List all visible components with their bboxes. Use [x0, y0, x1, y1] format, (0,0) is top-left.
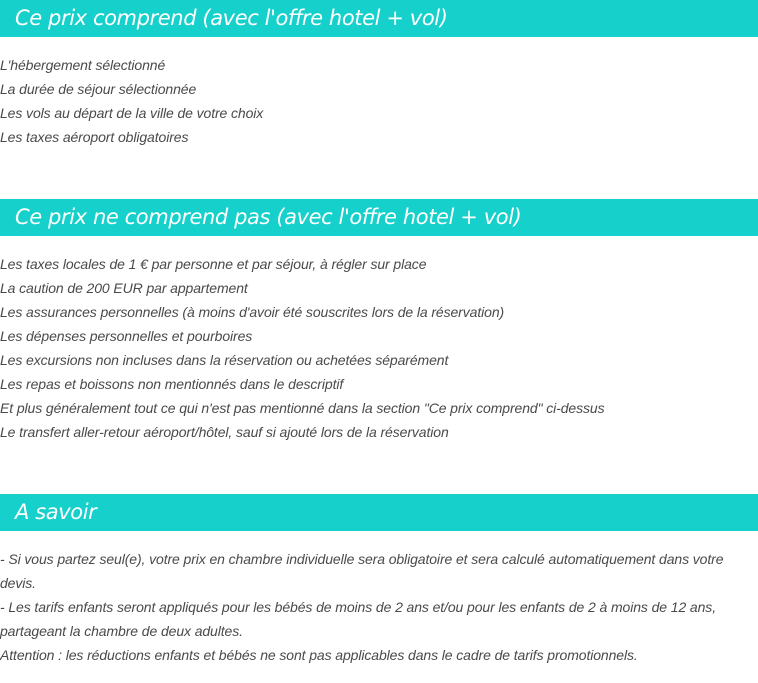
list-item: La caution de 200 EUR par appartement	[0, 280, 248, 296]
section-header-a-savoir: A savoir	[0, 494, 758, 531]
list-item: Les taxes aéroport obligatoires	[0, 129, 189, 145]
not-included-list	[0, 252, 758, 444]
section-header-included: Ce prix comprend (avec l'offre hotel + vol)	[0, 0, 758, 37]
list-item: Le transfert aller-retour aéroport/hôtel, sauf si ajouté lors de la réservation	[0, 424, 449, 440]
list-item: Les excursions non incluses dans la réservation ou achetées séparément	[0, 352, 449, 368]
note-paragraph-solo: - Si vous partez seul(e), votre prix en chambre individuelle sera obligatoire et sera calculé automatiquement dans votre devis.	[0, 551, 724, 591]
list-item: Et plus généralement tout ce qui n'est pas mentionné dans la section "Ce prix comprend" ci-dessus	[0, 400, 605, 416]
note-paragraph-attention: Attention : les réductions enfants et bébés ne sont pas applicables dans le cadre de tarifs promotionnels.	[0, 647, 638, 663]
included-list	[0, 53, 758, 149]
note-paragraph-children: - Les tarifs enfants seront appliqués pour les bébés de moins de 2 ans et/ou pour les enfants de 2 à moins de 12 ans, partageant la chambre de deux adultes.	[0, 599, 716, 639]
list-item: Les vols au départ de la ville de votre choix	[0, 105, 264, 121]
a-savoir-notes	[0, 547, 752, 667]
list-item: Les repas et boissons non mentionnés dans le descriptif	[0, 376, 344, 392]
list-item: Les assurances personnelles (à moins d'avoir été souscrites lors de la réservation)	[0, 304, 505, 320]
list-item: La durée de séjour sélectionnée	[0, 81, 197, 97]
list-item: Les taxes locales de 1 € par personne et par séjour, à régler sur place	[0, 256, 427, 272]
list-item: L'hébergement sélectionné	[0, 57, 166, 73]
list-item: Les dépenses personnelles et pourboires	[0, 328, 253, 344]
section-header-not-included: Ce prix ne comprend pas (avec l'offre hotel + vol)	[0, 199, 758, 236]
